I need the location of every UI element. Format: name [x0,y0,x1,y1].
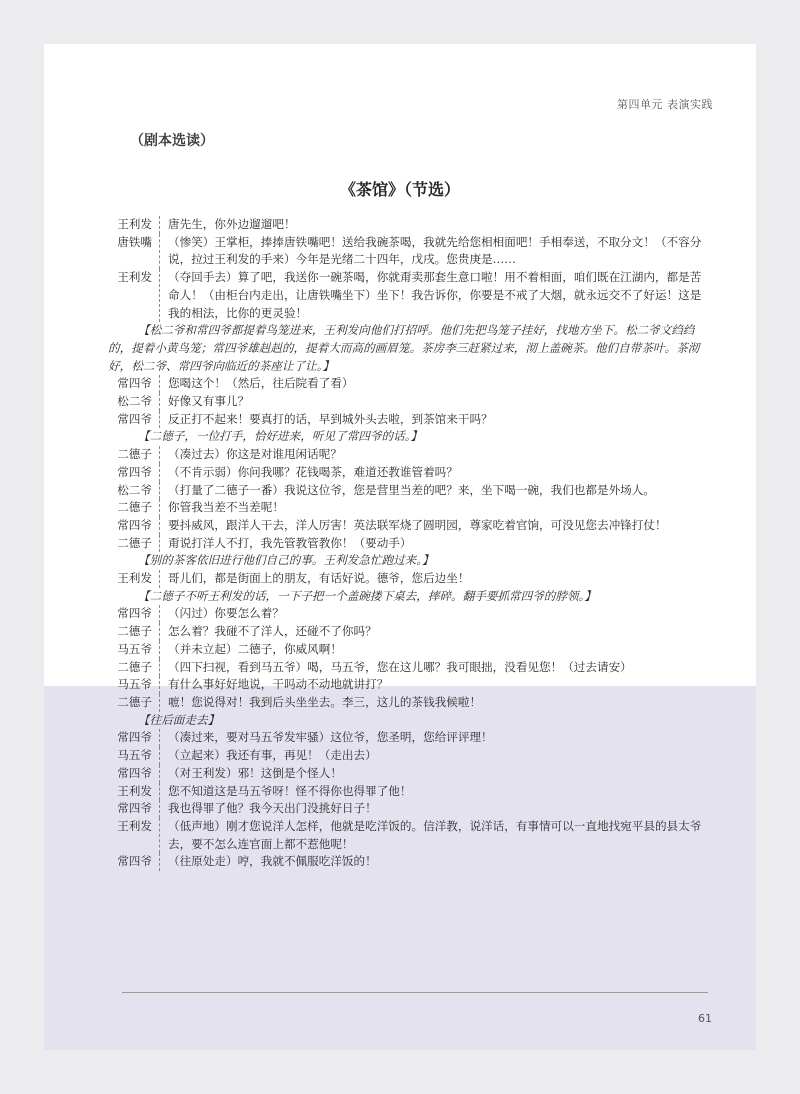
play-title: 《茶馆》（节选） [339,180,460,199]
speech-text: 要抖威风，跟洋人干去，洋人厉害！英法联军烧了圆明园，尊家吃着官饷，可没见您去冲锋打仗！ [159,517,702,535]
speaker-name: 松二爷 [117,394,152,409]
speech-text: 您不知道这是马五爷呀！怪不得你也得罪了他！ [159,783,702,801]
speaker-name: 王利发 [117,217,152,231]
dialogue-line [108,818,702,853]
speech-text: 我也得罪了他？我今天出门没挑好日子！ [159,800,702,818]
dialogue-line [108,729,702,747]
speech-text: 怎么着？我碰不了洋人，还碰不了你吗？ [159,623,702,641]
speaker-name: 二德子 [117,447,152,462]
dialogue-line [108,517,702,535]
speech-text: 嗻！您说得对！我到后头坐坐去。李三，这儿的茶钱我候啦！ [159,694,702,712]
speech-text: 你管我当差不当差呢！ [159,499,702,517]
unit-header: 第四单元 表演实践 [617,98,713,111]
dialogue-line [108,641,702,659]
stage-direction: 【别的茶客依旧进行他们自己的事。王利发急忙跑过来。】 [138,553,434,568]
dialogue-line [108,605,702,623]
speaker-name: 常四爷 [117,517,152,532]
speech-text: （低声地）刚才您说洋人怎样，他就是吃洋饭的。信洋教，说洋话，有事情可以一直地找宛平县的县太爷去，要不怎么连官面上都不惹他呢！ [159,818,702,853]
speaker-name: 二德子 [117,535,152,550]
speaker-name: 常四爷 [117,730,152,745]
dialogue-line [108,747,702,765]
dialogue-line [108,393,702,411]
speaker-name: 马五爷 [117,641,152,656]
speech-text: （打量了二德子一番）我说这位爷，您是营里当差的吧？来，坐下喝一碗，我们也都是外场人。 [159,482,702,500]
dialogue-line [108,375,702,393]
dialogue-line [108,694,702,712]
dialogue-line [108,623,702,641]
speech-text: （闪过）你要怎么着？ [159,605,702,623]
speech-text: 有什么事好好地说，干吗动不动地就讲打？ [159,676,702,694]
speaker-name: 二德子 [117,624,152,639]
speaker-name: 常四爷 [117,606,152,621]
speech-text: （四下扫视，看到马五爷）喝，马五爷，您在这儿哪？我可眼拙，没看见您！（过去请安） [159,659,702,677]
script-body [108,216,702,871]
speech-text: （惨笑）王掌柜，捧捧唐铁嘴吧！送给我碗茶喝，我就先给您相相面吧！手相奉送，不取分文！（不容分说，拉过王利发的手来）今年是光绪二十四年，戊戌。您贵庚是…… [159,234,702,269]
dialogue-line [108,800,702,818]
speaker-name: 王利发 [117,270,152,285]
speaker-name: 常四爷 [117,464,152,479]
speech-text: （往原处走）哼，我就不佩服吃洋饭的！ [159,853,702,871]
speaker-name: 二德子 [117,500,152,515]
stage-direction: 【往后面走去】 [138,712,220,727]
page-number: 61 [698,1012,712,1025]
dialogue-line [108,446,702,464]
speech-text: 唐先生，你外边遛遛吧！ [159,216,702,234]
dialogue-line [108,535,702,553]
speech-text: （夺回手去）算了吧，我送你一碗茶喝，你就甭卖那套生意口啦！用不着相面，咱们既在江湖内，都是苦命人！（由柜台内走出，让唐铁嘴坐下）坐下！我告诉你，你要是不戒了大烟，就永远交不了好运！这是我的相法，比你的更灵验！ [159,269,702,322]
speaker-name: 常四爷 [117,801,152,816]
speech-text: （不肯示弱）你问我哪？花钱喝茶，难道还教谁管着吗？ [159,464,702,482]
speaker-name: 王利发 [117,783,152,798]
speech-text: （并未立起）二德子，你威风啊！ [159,641,702,659]
dialogue-line [108,765,702,783]
footer-divider [122,992,708,993]
speaker-name: 二德子 [117,694,152,709]
speech-text: 反正打不起来！要真打的话，早到城外头去啦，到茶馆来干吗？ [159,411,702,429]
stage-direction: 【松二爷和常四爷都提着鸟笼进来，王利发向他们打招呼。他们先把鸟笼子挂好，找地方坐下。松二爷文绉绉的，提着小黄鸟笼；常四爷雄赳赳的，提着大而高的画眉笼。茶房李三赶紧过来，沏上盖碗茶。他们自带茶叶。茶沏好，松二爷、常四爷向临近的茶座让了让。】 [108,323,700,373]
dialogue-line [108,411,702,429]
dialogue-line [108,216,702,234]
speech-text: （凑过去）你这是对谁甩闲话呢？ [159,446,702,464]
speaker-name: 常四爷 [117,854,152,869]
speaker-name: 唐铁嘴 [117,234,152,249]
dialogue-line [108,499,702,517]
speaker-name: 王利发 [117,818,152,833]
book-page [44,44,756,1050]
dialogue-line [108,234,702,269]
dialogue-line [108,783,702,801]
speaker-name: 常四爷 [117,376,152,391]
speaker-name: 松二爷 [117,482,152,497]
dialogue-line [108,676,702,694]
speech-text: 好像又有事儿？ [159,393,702,411]
dialogue-line [108,659,702,677]
section-label: （剧本选读） [130,133,214,149]
speech-text: （立起来）我还有事，再见！（走出去） [159,747,702,765]
dialogue-line [108,570,702,588]
speech-text: 甭说打洋人不打，我先管教管教你！（要动手） [159,535,702,553]
dialogue-line [108,464,702,482]
speaker-name: 常四爷 [117,411,152,426]
stage-direction: 【二德子，一位打手，恰好进来，听见了常四爷的话。】 [138,429,423,444]
stage-direction: 【二德子不听王利发的话，一下子把一个盖碗搂下桌去，摔碎。翻手要抓常四爷的脖领。】 [138,588,596,603]
speech-text: （对王利发）邪！这倒是个怪人！ [159,765,702,783]
speech-text: 您喝这个！（然后，往后院看了看） [159,375,702,393]
speaker-name: 二德子 [117,659,152,674]
dialogue-line [108,482,702,500]
speech-text: 哥儿们，都是街面上的朋友，有话好说。德爷，您后边坐！ [159,570,702,588]
speaker-name: 马五爷 [117,748,152,763]
dialogue-line [108,853,702,871]
dialogue-line [108,269,702,322]
speaker-name: 王利发 [117,571,152,586]
speech-text: （凑过来，要对马五爷发牢骚）这位爷，您圣明，您给评评理！ [159,729,702,747]
speaker-name: 常四爷 [117,765,152,780]
speaker-name: 马五爷 [117,677,152,692]
